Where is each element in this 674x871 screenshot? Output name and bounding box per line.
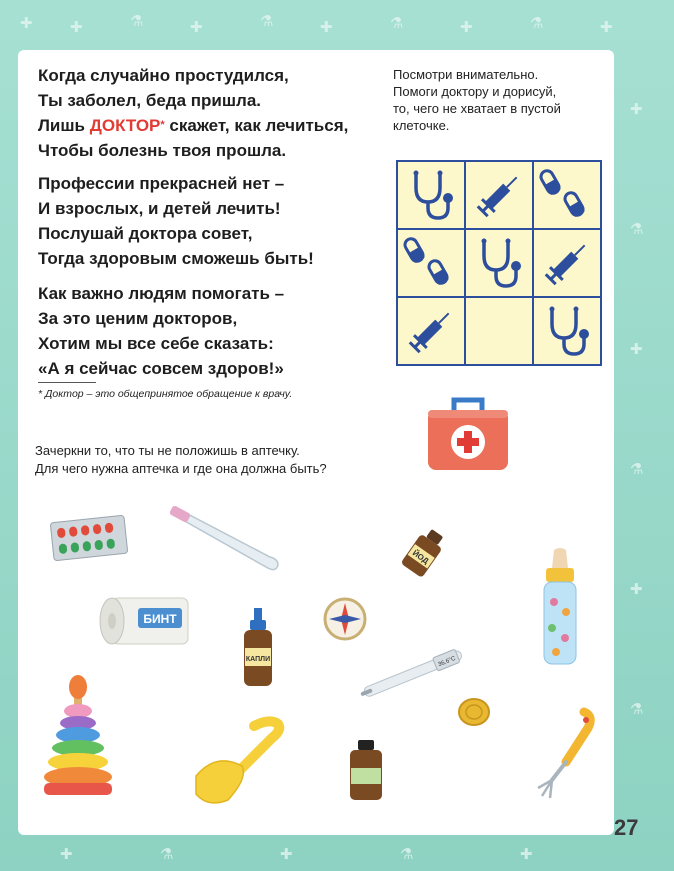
task-line: клеточке. — [393, 118, 450, 133]
footnote-divider — [38, 382, 96, 383]
task-line: Посмотри внимательно. — [393, 67, 539, 82]
poem-line: И взрослых, и детей лечить! — [38, 199, 281, 218]
puzzle-cell — [398, 298, 465, 365]
flask-icon: ⚗ — [530, 15, 544, 32]
poem-stanza-3 — [38, 281, 284, 381]
flask-icon: ⚗ — [630, 701, 644, 718]
footnote: * Доктор – это общепринятое обращение к врачу. — [38, 388, 293, 400]
syringe-icon — [466, 162, 533, 229]
poem-line: Профессии прекрасней нет – — [38, 174, 285, 193]
cross-icon: ✚ — [520, 846, 533, 863]
iodine-label: ЙОД — [410, 548, 431, 566]
puzzle-cell — [466, 230, 533, 297]
poem-stanza-2 — [38, 171, 314, 271]
compass-icon[interactable] — [323, 597, 367, 641]
task-line: Для чего нужна аптечка и где она должна быть? — [35, 461, 327, 476]
drops-bottle-icon[interactable] — [238, 606, 278, 690]
cross-icon: ✚ — [460, 19, 473, 36]
poem-line: Тогда здоровым сможешь быть! — [38, 249, 314, 268]
cross-icon: ✚ — [320, 19, 333, 36]
helicopter-icon: ✚ — [20, 15, 33, 32]
flask-icon: ⚗ — [400, 846, 414, 863]
toothbrush-icon[interactable] — [166, 505, 286, 577]
puzzle-cell — [398, 230, 465, 297]
pyramid-toy-icon[interactable] — [40, 673, 116, 801]
poem-line: Чтобы болезнь твоя прошла. — [38, 141, 287, 160]
cross-icon: ✚ — [60, 846, 73, 863]
content-page — [18, 50, 614, 835]
flask-icon: ⚗ — [130, 13, 144, 30]
puzzle-cell — [466, 162, 533, 229]
coin-icon[interactable] — [456, 696, 492, 728]
puzzle-cell — [398, 162, 465, 229]
cross-icon: ✚ — [600, 19, 613, 36]
puzzle-grid — [396, 160, 602, 366]
cross-icon: ✚ — [630, 101, 643, 118]
task-line: Помоги доктору и дорисуй, — [393, 84, 557, 99]
pill-blister-icon[interactable] — [48, 513, 130, 563]
page-number: 27 — [614, 815, 639, 840]
poem-stanza-1 — [38, 63, 348, 163]
empty-puzzle-cell[interactable] — [466, 298, 533, 365]
doctor-highlight: ДОКТОР — [89, 116, 161, 135]
flask-icon: ⚗ — [390, 15, 404, 32]
cross-icon: ✚ — [190, 19, 203, 36]
puzzle-cell — [534, 298, 601, 365]
poem-line: За это ценим докторов, — [38, 309, 238, 328]
poem-line: Когда случайно простудился, — [38, 66, 289, 85]
task-line: то, чего не хватает в пустой — [393, 101, 561, 116]
thermometer-reading: 36,6°C — [437, 655, 457, 669]
iodine-bottle-icon[interactable] — [400, 527, 448, 581]
puzzle-cell — [534, 230, 601, 297]
cross-icon: ✚ — [630, 341, 643, 358]
bandage-label: БИНТ — [143, 612, 177, 626]
thermometer-icon[interactable] — [354, 642, 474, 700]
flask-icon: ⚗ — [260, 13, 274, 30]
pills-icon — [534, 162, 601, 229]
cross-icon: ✚ — [280, 846, 293, 863]
cross-icon: ✚ — [70, 19, 83, 36]
task-line: Зачеркни то, что ты не положишь в аптечку. — [35, 443, 300, 458]
first-aid-kit-icon — [426, 396, 510, 472]
syringe-icon — [398, 298, 465, 365]
task-1-instructions — [393, 66, 561, 134]
baby-bottle-icon[interactable] — [538, 548, 582, 668]
pills-icon — [398, 230, 465, 297]
poem-line: «А я сейчас совсем здоров!» — [38, 359, 284, 378]
stethoscope-icon — [398, 162, 465, 229]
drops-label: КАПЛИ — [245, 656, 271, 663]
task-2-instructions — [35, 442, 327, 478]
stethoscope-icon — [466, 230, 533, 297]
poem-line: Ты заболел, беда пришла. — [38, 91, 261, 110]
bandage-roll-icon[interactable] — [98, 590, 194, 650]
toy-shovel-icon[interactable] — [186, 716, 290, 808]
syringe-icon — [534, 230, 601, 297]
poem-line: Лишь ДОКТОР* скажет, как лечиться, — [38, 116, 349, 135]
poem-line: Послушай доктора совет, — [38, 224, 253, 243]
flask-icon: ⚗ — [630, 461, 644, 478]
cross-icon: ✚ — [630, 581, 643, 598]
poem-line: Как важно людям помогать – — [38, 284, 285, 303]
baby-fork-icon[interactable] — [528, 706, 598, 802]
poem-line: Хотим мы все себе сказать: — [38, 334, 274, 353]
flask-icon: ⚗ — [160, 846, 174, 863]
footnote-marker: * — [160, 119, 165, 131]
stethoscope-icon — [534, 298, 601, 365]
medicine-bottle-icon[interactable] — [340, 738, 392, 804]
flask-icon: ⚗ — [630, 221, 644, 238]
puzzle-cell — [534, 162, 601, 229]
